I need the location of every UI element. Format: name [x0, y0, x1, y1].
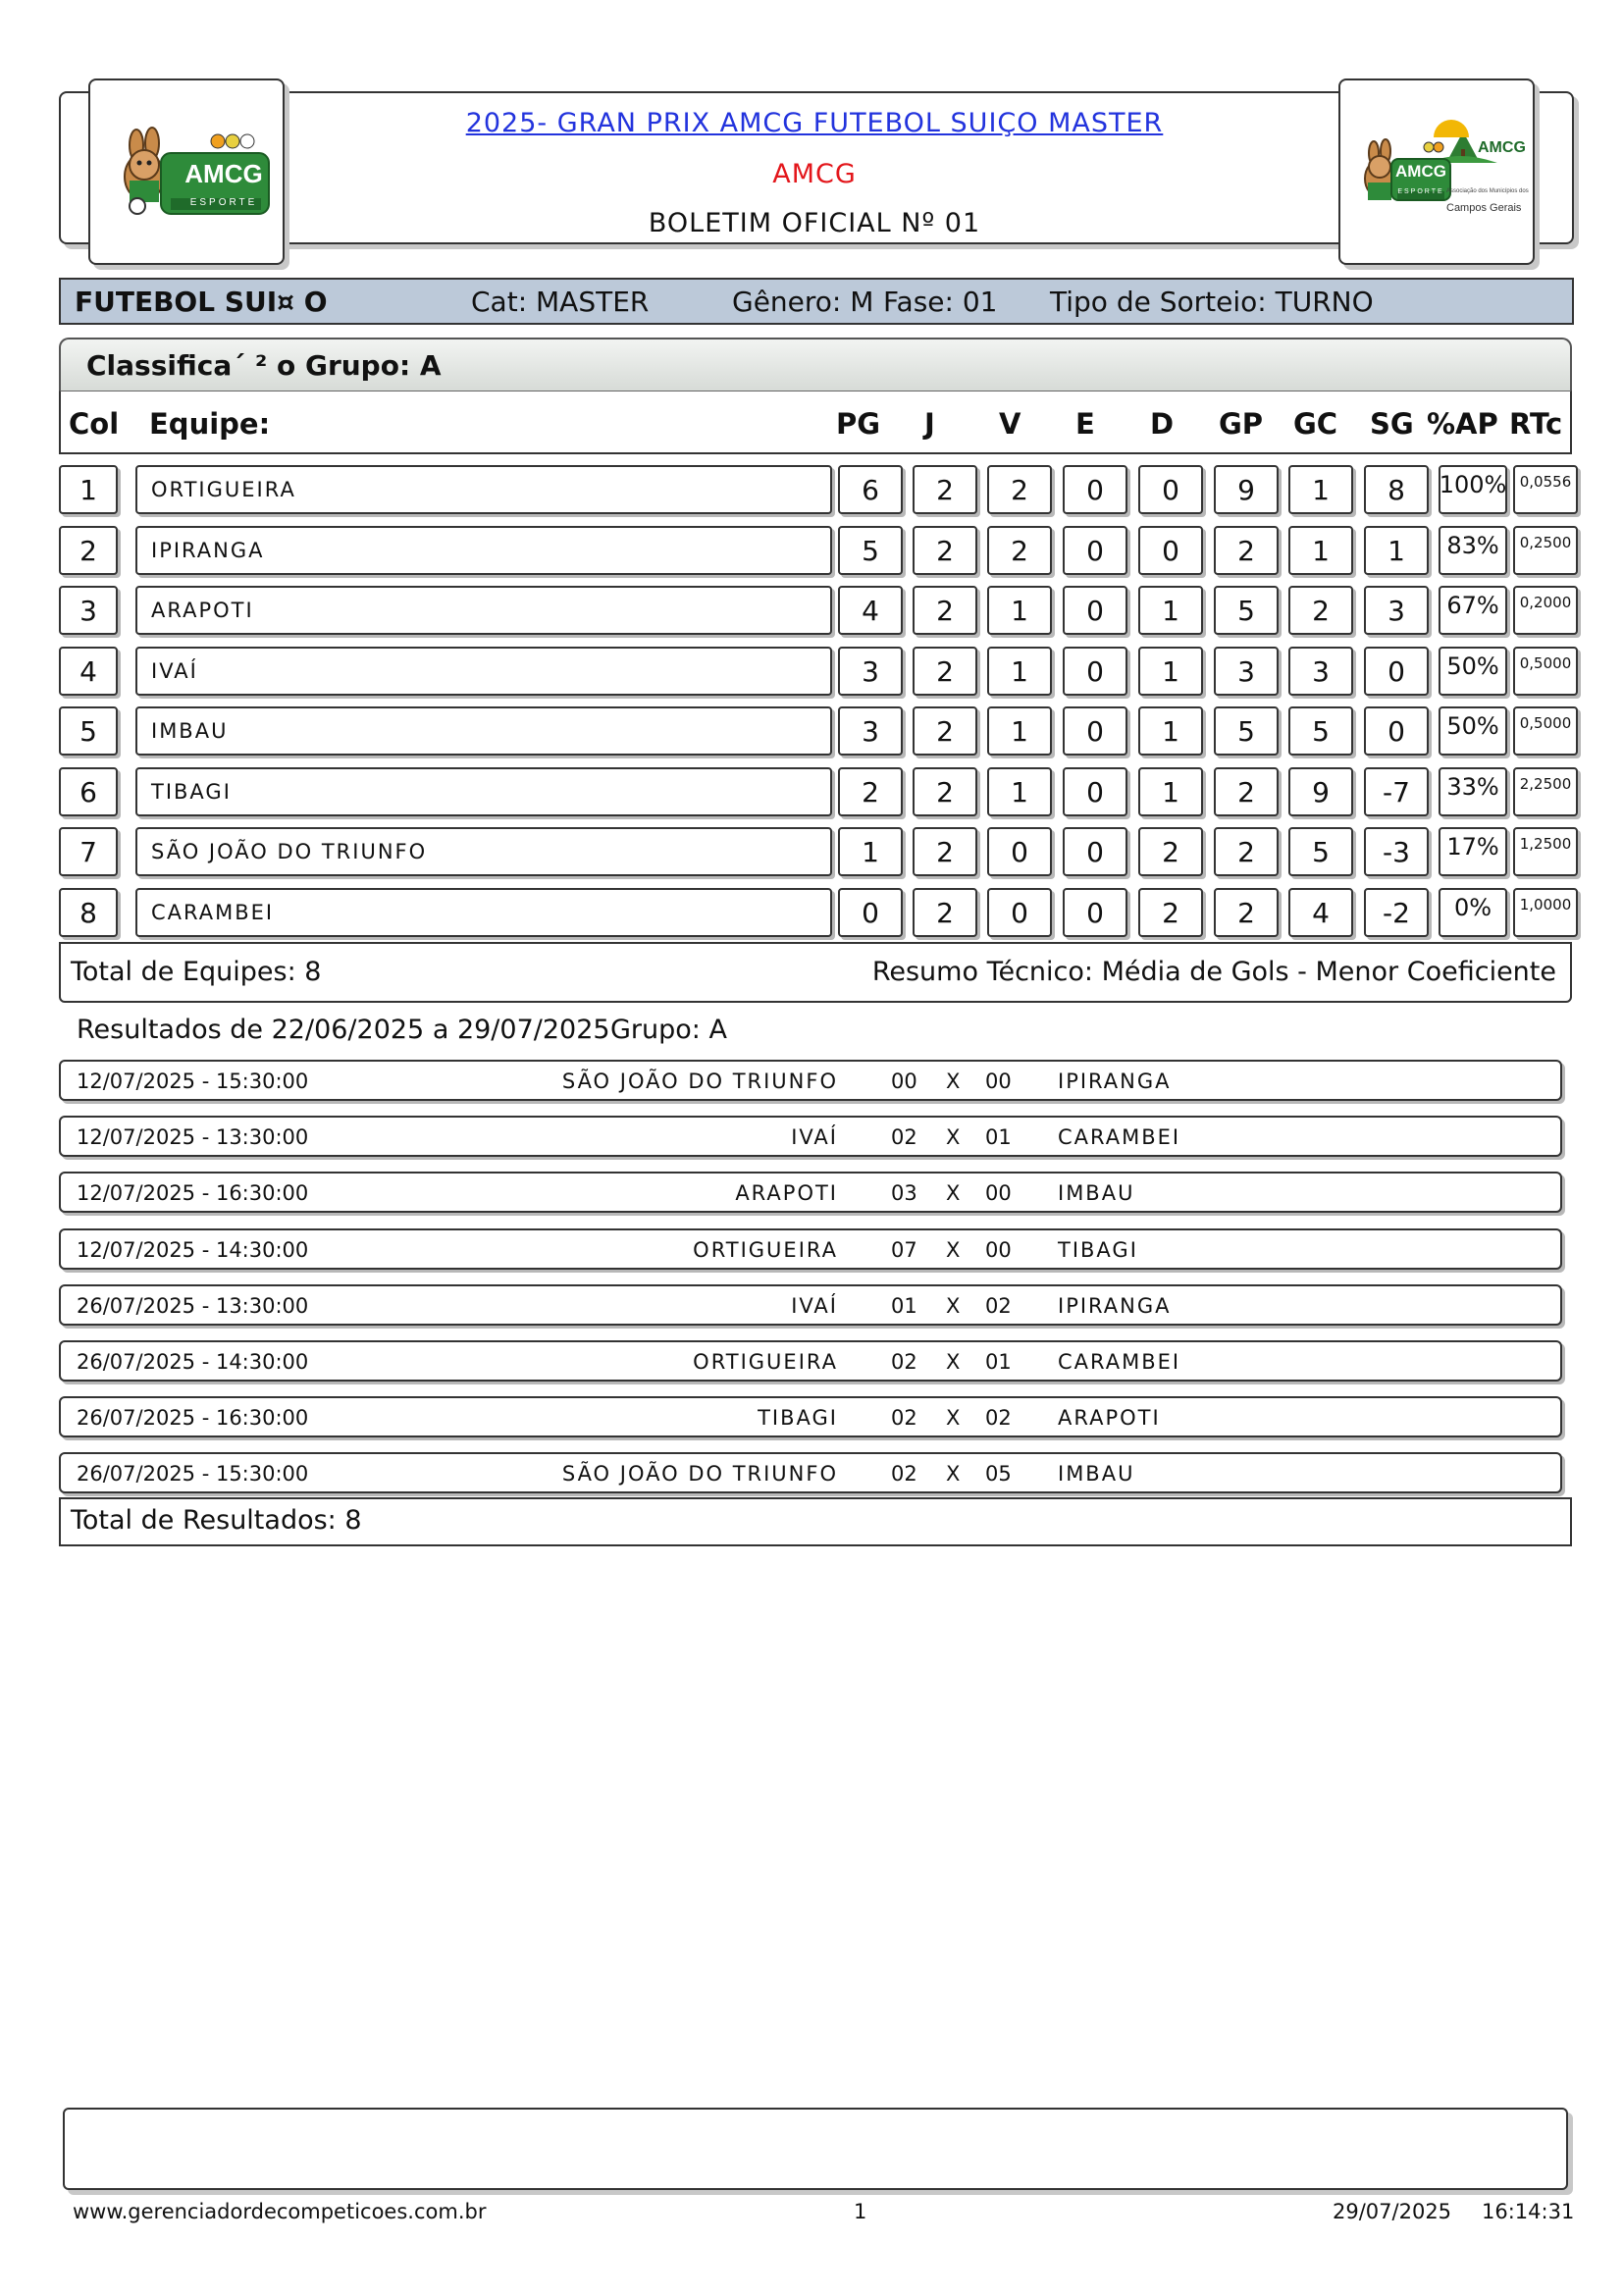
standings-column-headers — [59, 391, 1572, 454]
standings-cell-pos: 6 — [59, 767, 118, 816]
result-home: ARAPOTI — [735, 1181, 838, 1205]
standings-cell-ap: 67% — [1439, 586, 1507, 635]
result-row — [59, 1060, 1562, 1101]
result-away: IMBAU — [1058, 1181, 1135, 1205]
result-x: X — [946, 1406, 961, 1430]
total-teams: Total de Equipes: 8 — [71, 957, 322, 987]
result-date: 26/07/2025 - 16:30:00 — [77, 1406, 309, 1430]
standings-cell-gc: 1 — [1288, 526, 1353, 575]
result-home: ORTIGUEIRA — [693, 1238, 838, 1262]
standings-cell-ap: 17% — [1439, 827, 1507, 876]
result-row — [59, 1452, 1562, 1493]
standings-cell-pos: 2 — [59, 526, 118, 575]
result-home: ORTIGUEIRA — [693, 1350, 838, 1374]
col-header-pos: Col — [69, 407, 120, 441]
standings-cell-sg: -7 — [1364, 767, 1429, 816]
result-date: 12/07/2025 - 15:30:00 — [77, 1070, 309, 1093]
standings-cell-sg: -2 — [1364, 888, 1429, 937]
result-away: IMBAU — [1058, 1462, 1135, 1486]
standings-cell-d: 0 — [1138, 465, 1203, 514]
result-home: IVAÍ — [791, 1125, 838, 1149]
standings-cell-j: 2 — [913, 888, 977, 937]
amcg-esporte-logo — [88, 78, 285, 265]
standings-cell-j: 2 — [913, 827, 977, 876]
result-away: IPIRANGA — [1058, 1070, 1172, 1093]
result-row — [59, 1172, 1562, 1213]
result-home: TIBAGI — [758, 1406, 838, 1430]
standings-cell-e: 0 — [1063, 526, 1127, 575]
result-row — [59, 1284, 1562, 1326]
standings-cell-sg: 8 — [1364, 465, 1429, 514]
standings-cell-d: 1 — [1138, 647, 1203, 696]
standings-cell-pos: 7 — [59, 827, 118, 876]
result-home: SÃO JOÃO DO TRIUNFO — [561, 1462, 838, 1486]
result-ag: 01 — [985, 1125, 1012, 1149]
standings-cell-j: 2 — [913, 706, 977, 756]
result-ag: 02 — [985, 1406, 1012, 1430]
standings-cell-pos: 5 — [59, 706, 118, 756]
footer-panel — [63, 2108, 1568, 2190]
standings-cell-gp: 3 — [1214, 647, 1279, 696]
result-ag: 01 — [985, 1350, 1012, 1374]
category-label: Cat: MASTER — [471, 286, 650, 318]
technical-summary: Resumo Técnico: Média de Gols - Menor Coeficiente — [871, 957, 1556, 987]
result-ag: 00 — [985, 1181, 1012, 1205]
col-header-j: J — [924, 407, 935, 441]
standings-cell-e: 0 — [1063, 767, 1127, 816]
result-row — [59, 1340, 1562, 1382]
result-hg: 02 — [891, 1350, 917, 1374]
standings-cell-j: 2 — [913, 526, 977, 575]
standings-cell-d: 1 — [1138, 767, 1203, 816]
standings-cell-gp: 9 — [1214, 465, 1279, 514]
standings-cell-pos: 8 — [59, 888, 118, 937]
standings-cell-pg: 3 — [838, 706, 903, 756]
result-hg: 02 — [891, 1462, 917, 1486]
standings-cell-e: 0 — [1063, 647, 1127, 696]
result-date: 12/07/2025 - 14:30:00 — [77, 1238, 309, 1262]
standings-cell-e: 0 — [1063, 888, 1127, 937]
organizer-name: AMCG — [772, 159, 857, 189]
logo-left-sub: ESPORTE — [189, 197, 258, 208]
phase-label: Fase: 01 — [883, 286, 998, 318]
standings-cell-ap: 100% — [1439, 465, 1507, 514]
standings-cell-gp: 2 — [1214, 526, 1279, 575]
standings-cell-rtc: 1,2500 — [1513, 827, 1578, 876]
standings-cell-e: 0 — [1063, 706, 1127, 756]
logo-right-text-2: AMCG — [1478, 139, 1526, 156]
col-header-pg: PG — [836, 407, 881, 441]
result-hg: 02 — [891, 1406, 917, 1430]
result-away: CARAMBEI — [1058, 1350, 1181, 1374]
standings-cell-team: IMBAU — [135, 706, 832, 756]
standings-cell-pos: 4 — [59, 647, 118, 696]
result-home: IVAÍ — [791, 1294, 838, 1318]
standings-cell-gc: 5 — [1288, 706, 1353, 756]
result-ag: 00 — [985, 1070, 1012, 1093]
standings-cell-gp: 2 — [1214, 888, 1279, 937]
standings-cell-v: 1 — [987, 586, 1052, 635]
standings-cell-j: 2 — [913, 767, 977, 816]
standings-cell-pg: 2 — [838, 767, 903, 816]
standings-cell-v: 2 — [987, 465, 1052, 514]
standings-cell-v: 0 — [987, 888, 1052, 937]
result-x: X — [946, 1181, 961, 1205]
standings-cell-team: IPIRANGA — [135, 526, 832, 575]
standings-cell-ap: 33% — [1439, 767, 1507, 816]
amcg-campos-gerais-logo — [1338, 78, 1535, 265]
standings-cell-pg: 3 — [838, 647, 903, 696]
standings-cell-rtc: 0,5000 — [1513, 647, 1578, 696]
standings-cell-rtc: 0,2000 — [1513, 586, 1578, 635]
footer-website[interactable]: www.gerenciadordecompeticoes.com.br — [73, 2200, 487, 2223]
standings-cell-e: 0 — [1063, 827, 1127, 876]
result-row — [59, 1396, 1562, 1437]
standings-cell-team: ARAPOTI — [135, 586, 832, 635]
footer-time: 16:14:31 — [1482, 2200, 1575, 2223]
result-home: SÃO JOÃO DO TRIUNFO — [561, 1070, 838, 1093]
result-away: IPIRANGA — [1058, 1294, 1172, 1318]
draw-type-label: Tipo de Sorteio: TURNO — [1050, 286, 1374, 318]
col-header-gc: GC — [1293, 407, 1338, 441]
col-header-team: Equipe: — [149, 407, 271, 441]
logo-left-text: AMCG — [184, 159, 263, 188]
footer-date: 29/07/2025 — [1333, 2200, 1452, 2223]
standings-cell-team: CARAMBEI — [135, 888, 832, 937]
results-period: Resultados de 22/06/2025 a 29/07/2025 — [77, 1015, 610, 1045]
standings-cell-ap: 83% — [1439, 526, 1507, 575]
standings-cell-gc: 1 — [1288, 465, 1353, 514]
competition-info-bar — [59, 278, 1574, 325]
result-date: 12/07/2025 - 16:30:00 — [77, 1181, 309, 1205]
standings-cell-ap: 50% — [1439, 647, 1507, 696]
standings-cell-ap: 0% — [1439, 888, 1507, 937]
gender-label: Gênero: M — [732, 286, 874, 318]
col-header-v: V — [999, 407, 1021, 441]
standings-cell-v: 1 — [987, 706, 1052, 756]
standings-cell-gc: 9 — [1288, 767, 1353, 816]
group-title: Classifica´ ² o Grupo: A — [86, 349, 442, 382]
standings-summary-bar — [59, 942, 1572, 1003]
col-header-d: D — [1150, 407, 1175, 441]
standings-cell-d: 2 — [1138, 827, 1203, 876]
standings-cell-sg: 1 — [1364, 526, 1429, 575]
results-group: Grupo: A — [610, 1015, 727, 1045]
standings-cell-gp: 2 — [1214, 827, 1279, 876]
standings-cell-d: 1 — [1138, 706, 1203, 756]
result-date: 26/07/2025 - 13:30:00 — [77, 1294, 309, 1318]
footer-page-number: 1 — [854, 2200, 867, 2223]
logo-right-text: AMCG — [1395, 162, 1446, 181]
result-ag: 05 — [985, 1462, 1012, 1486]
standings-cell-gp: 2 — [1214, 767, 1279, 816]
standings-cell-pg: 6 — [838, 465, 903, 514]
standings-cell-gc: 2 — [1288, 586, 1353, 635]
result-date: 26/07/2025 - 15:30:00 — [77, 1462, 309, 1486]
group-classification-header — [59, 338, 1572, 392]
result-x: X — [946, 1294, 961, 1318]
standings-cell-pos: 1 — [59, 465, 118, 514]
standings-cell-rtc: 0,0556 — [1513, 465, 1578, 514]
result-hg: 03 — [891, 1181, 917, 1205]
result-x: X — [946, 1350, 961, 1374]
result-x: X — [946, 1070, 961, 1093]
result-ag: 00 — [985, 1238, 1012, 1262]
standings-cell-j: 2 — [913, 647, 977, 696]
logo-right-sub: ESPORTE — [1397, 188, 1444, 195]
result-away: ARAPOTI — [1058, 1406, 1161, 1430]
result-away: CARAMBEI — [1058, 1125, 1181, 1149]
standings-cell-sg: -3 — [1364, 827, 1429, 876]
result-date: 26/07/2025 - 14:30:00 — [77, 1350, 309, 1374]
result-hg: 00 — [891, 1070, 917, 1093]
result-hg: 02 — [891, 1125, 917, 1149]
col-header-gp: GP — [1219, 407, 1264, 441]
result-hg: 01 — [891, 1294, 917, 1318]
standings-cell-d: 0 — [1138, 526, 1203, 575]
standings-cell-gc: 5 — [1288, 827, 1353, 876]
standings-cell-team: IVAÍ — [135, 647, 832, 696]
col-header-e: E — [1075, 407, 1095, 441]
standings-cell-j: 2 — [913, 586, 977, 635]
col-header-ap: %AP — [1427, 407, 1498, 441]
result-row — [59, 1116, 1562, 1157]
standings-cell-pg: 0 — [838, 888, 903, 937]
standings-cell-team: SÃO JOÃO DO TRIUNFO — [135, 827, 832, 876]
total-results: Total de Resultados: 8 — [71, 1505, 362, 1536]
standings-cell-v: 1 — [987, 767, 1052, 816]
result-date: 12/07/2025 - 13:30:00 — [77, 1125, 309, 1149]
standings-cell-pg: 5 — [838, 526, 903, 575]
standings-cell-pg: 1 — [838, 827, 903, 876]
col-header-sg: SG — [1370, 407, 1414, 441]
standings-cell-rtc: 0,2500 — [1513, 526, 1578, 575]
standings-cell-e: 0 — [1063, 465, 1127, 514]
standings-cell-sg: 0 — [1364, 706, 1429, 756]
standings-cell-v: 0 — [987, 827, 1052, 876]
result-x: X — [946, 1125, 961, 1149]
sport-name: FUTEBOL SUI¤ O — [75, 286, 328, 318]
standings-cell-gp: 5 — [1214, 706, 1279, 756]
result-x: X — [946, 1238, 961, 1262]
col-header-rtc: RTc — [1509, 407, 1563, 441]
standings-cell-ap: 50% — [1439, 706, 1507, 756]
bulletin-number: BOLETIM OFICIAL Nº 01 — [648, 208, 981, 238]
standings-cell-d: 1 — [1138, 586, 1203, 635]
standings-cell-e: 0 — [1063, 586, 1127, 635]
result-ag: 02 — [985, 1294, 1012, 1318]
standings-cell-gp: 5 — [1214, 586, 1279, 635]
total-results-bar — [59, 1497, 1572, 1546]
standings-cell-rtc: 2,2500 — [1513, 767, 1578, 816]
standings-cell-v: 2 — [987, 526, 1052, 575]
standings-cell-sg: 3 — [1364, 586, 1429, 635]
standings-cell-gc: 3 — [1288, 647, 1353, 696]
standings-cell-j: 2 — [913, 465, 977, 514]
logo-right-caption-2: Campos Gerais — [1446, 202, 1522, 214]
result-x: X — [946, 1462, 961, 1486]
standings-cell-team: ORTIGUEIRA — [135, 465, 832, 514]
standings-cell-team: TIBAGI — [135, 767, 832, 816]
standings-cell-pg: 4 — [838, 586, 903, 635]
logo-right-caption: Associação dos Municípios dos — [1446, 188, 1529, 194]
result-hg: 07 — [891, 1238, 917, 1262]
standings-cell-gc: 4 — [1288, 888, 1353, 937]
result-away: TIBAGI — [1058, 1238, 1138, 1262]
standings-cell-rtc: 1,0000 — [1513, 888, 1578, 937]
standings-cell-rtc: 0,5000 — [1513, 706, 1578, 756]
standings-cell-sg: 0 — [1364, 647, 1429, 696]
result-row — [59, 1228, 1562, 1270]
standings-cell-v: 1 — [987, 647, 1052, 696]
championship-title-link[interactable]: 2025- GRAN PRIX AMCG FUTEBOL SUIÇO MASTER — [465, 108, 1164, 138]
standings-cell-d: 2 — [1138, 888, 1203, 937]
standings-cell-pos: 3 — [59, 586, 118, 635]
